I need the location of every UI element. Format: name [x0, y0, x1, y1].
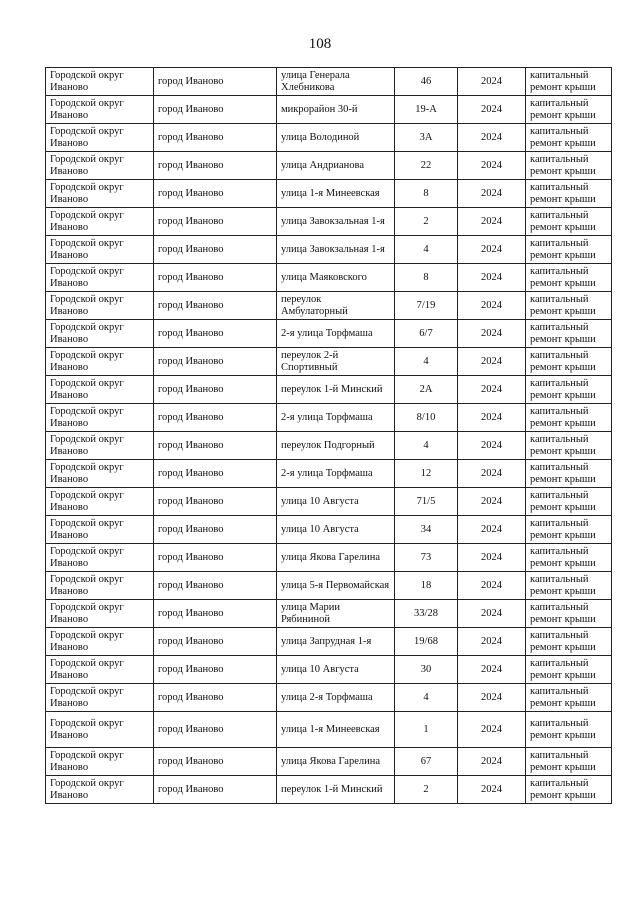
cell-house-number: 73	[395, 544, 458, 572]
cell-house-number: 46	[395, 68, 458, 96]
table-row	[46, 748, 612, 776]
cell-work-type: капитальный ремонт крыши	[526, 572, 612, 600]
cell-year: 2024	[458, 320, 526, 348]
cell-house-number: 18	[395, 572, 458, 600]
cell-okrug: Городской округ Иваново	[46, 628, 154, 656]
cell-city: город Иваново	[154, 628, 277, 656]
cell-year: 2024	[458, 516, 526, 544]
cell-street: улица Завокзальная 1-я	[277, 236, 395, 264]
cell-house-number: 4	[395, 236, 458, 264]
cell-street: улица 5-я Первомайская	[277, 572, 395, 600]
cell-city: город Иваново	[154, 432, 277, 460]
cell-house-number: 7/19	[395, 292, 458, 320]
cell-street: переулок 1-й Минский	[277, 376, 395, 404]
table-row	[46, 124, 612, 152]
cell-street: микрорайон 30-й	[277, 96, 395, 124]
table-row	[46, 264, 612, 292]
cell-house-number: 6/7	[395, 320, 458, 348]
cell-city: город Иваново	[154, 544, 277, 572]
cell-city: город Иваново	[154, 376, 277, 404]
cell-work-type: капитальный ремонт крыши	[526, 292, 612, 320]
table-row	[46, 96, 612, 124]
cell-okrug: Городской округ Иваново	[46, 776, 154, 804]
cell-street: улица 1-я Минеевская	[277, 712, 395, 748]
cell-city: город Иваново	[154, 488, 277, 516]
cell-year: 2024	[458, 180, 526, 208]
table-row	[46, 320, 612, 348]
cell-work-type: капитальный ремонт крыши	[526, 68, 612, 96]
cell-okrug: Городской округ Иваново	[46, 208, 154, 236]
cell-city: город Иваново	[154, 348, 277, 376]
cell-city: город Иваново	[154, 460, 277, 488]
cell-work-type: капитальный ремонт крыши	[526, 712, 612, 748]
cell-work-type: капитальный ремонт крыши	[526, 600, 612, 628]
cell-work-type: капитальный ремонт крыши	[526, 460, 612, 488]
cell-street: улица Маяковского	[277, 264, 395, 292]
cell-street: улица Завокзальная 1-я	[277, 208, 395, 236]
cell-street: переулок Подгорный	[277, 432, 395, 460]
cell-house-number: 22	[395, 152, 458, 180]
cell-year: 2024	[458, 432, 526, 460]
cell-okrug: Городской округ Иваново	[46, 684, 154, 712]
table-row	[46, 684, 612, 712]
cell-street: переулок Амбулаторный	[277, 292, 395, 320]
cell-city: город Иваново	[154, 236, 277, 264]
cell-house-number: 19-А	[395, 96, 458, 124]
cell-year: 2024	[458, 236, 526, 264]
table-row	[46, 544, 612, 572]
cell-okrug: Городской округ Иваново	[46, 488, 154, 516]
cell-work-type: капитальный ремонт крыши	[526, 124, 612, 152]
cell-house-number: 2А	[395, 376, 458, 404]
cell-street: 2-я улица Торфмаша	[277, 404, 395, 432]
cell-city: город Иваново	[154, 152, 277, 180]
cell-okrug: Городской округ Иваново	[46, 432, 154, 460]
cell-work-type: капитальный ремонт крыши	[526, 404, 612, 432]
cell-year: 2024	[458, 292, 526, 320]
cell-city: город Иваново	[154, 656, 277, 684]
cell-city: город Иваново	[154, 776, 277, 804]
cell-year: 2024	[458, 628, 526, 656]
cell-house-number: 12	[395, 460, 458, 488]
cell-work-type: капитальный ремонт крыши	[526, 348, 612, 376]
cell-house-number: 71/5	[395, 488, 458, 516]
cell-street: улица Марии Рябининой	[277, 600, 395, 628]
cell-house-number: 8	[395, 264, 458, 292]
cell-house-number: 3А	[395, 124, 458, 152]
cell-okrug: Городской округ Иваново	[46, 264, 154, 292]
table-row	[46, 600, 612, 628]
table-row	[46, 404, 612, 432]
cell-city: город Иваново	[154, 96, 277, 124]
table-row	[46, 152, 612, 180]
cell-year: 2024	[458, 460, 526, 488]
cell-okrug: Городской округ Иваново	[46, 320, 154, 348]
cell-okrug: Городской округ Иваново	[46, 404, 154, 432]
cell-street: улица 2-я Торфмаша	[277, 684, 395, 712]
table-row	[46, 656, 612, 684]
cell-year: 2024	[458, 208, 526, 236]
cell-street: переулок 2-й Спортивный	[277, 348, 395, 376]
cell-house-number: 4	[395, 432, 458, 460]
cell-okrug: Городской округ Иваново	[46, 600, 154, 628]
cell-work-type: капитальный ремонт крыши	[526, 432, 612, 460]
roof-repair-table	[45, 67, 612, 804]
cell-house-number: 4	[395, 348, 458, 376]
cell-year: 2024	[458, 124, 526, 152]
cell-year: 2024	[458, 68, 526, 96]
cell-city: город Иваново	[154, 748, 277, 776]
cell-city: город Иваново	[154, 180, 277, 208]
table-row	[46, 712, 612, 748]
cell-work-type: капитальный ремонт крыши	[526, 488, 612, 516]
cell-work-type: капитальный ремонт крыши	[526, 748, 612, 776]
cell-house-number: 33/28	[395, 600, 458, 628]
cell-okrug: Городской округ Иваново	[46, 712, 154, 748]
cell-year: 2024	[458, 96, 526, 124]
cell-street: 2-я улица Торфмаша	[277, 320, 395, 348]
cell-okrug: Городской округ Иваново	[46, 180, 154, 208]
cell-work-type: капитальный ремонт крыши	[526, 264, 612, 292]
cell-house-number: 2	[395, 776, 458, 804]
cell-house-number: 19/68	[395, 628, 458, 656]
table-row	[46, 348, 612, 376]
cell-okrug: Городской округ Иваново	[46, 68, 154, 96]
cell-city: город Иваново	[154, 124, 277, 152]
table-row	[46, 488, 612, 516]
cell-house-number: 34	[395, 516, 458, 544]
cell-work-type: капитальный ремонт крыши	[526, 684, 612, 712]
cell-city: город Иваново	[154, 264, 277, 292]
table-row	[46, 180, 612, 208]
cell-year: 2024	[458, 776, 526, 804]
cell-year: 2024	[458, 600, 526, 628]
cell-street: улица 1-я Минеевская	[277, 180, 395, 208]
cell-okrug: Городской округ Иваново	[46, 152, 154, 180]
cell-okrug: Городской округ Иваново	[46, 236, 154, 264]
cell-year: 2024	[458, 712, 526, 748]
cell-city: город Иваново	[154, 292, 277, 320]
table-row	[46, 68, 612, 96]
cell-okrug: Городской округ Иваново	[46, 348, 154, 376]
cell-city: город Иваново	[154, 320, 277, 348]
cell-street: улица Якова Гарелина	[277, 748, 395, 776]
cell-house-number: 8	[395, 180, 458, 208]
cell-okrug: Городской округ Иваново	[46, 656, 154, 684]
table-row	[46, 208, 612, 236]
cell-city: город Иваново	[154, 712, 277, 748]
cell-work-type: капитальный ремонт крыши	[526, 236, 612, 264]
cell-okrug: Городской округ Иваново	[46, 572, 154, 600]
cell-year: 2024	[458, 748, 526, 776]
cell-year: 2024	[458, 348, 526, 376]
cell-city: город Иваново	[154, 572, 277, 600]
cell-work-type: капитальный ремонт крыши	[526, 776, 612, 804]
cell-year: 2024	[458, 656, 526, 684]
table-row	[46, 236, 612, 264]
cell-house-number: 67	[395, 748, 458, 776]
cell-city: город Иваново	[154, 404, 277, 432]
cell-street: улица 10 Августа	[277, 516, 395, 544]
cell-okrug: Городской округ Иваново	[46, 544, 154, 572]
cell-street: 2-я улица Торфмаша	[277, 460, 395, 488]
cell-work-type: капитальный ремонт крыши	[526, 516, 612, 544]
cell-year: 2024	[458, 404, 526, 432]
cell-street: улица 10 Августа	[277, 656, 395, 684]
cell-year: 2024	[458, 572, 526, 600]
cell-okrug: Городской округ Иваново	[46, 748, 154, 776]
cell-house-number: 30	[395, 656, 458, 684]
cell-street: улица Володиной	[277, 124, 395, 152]
cell-city: город Иваново	[154, 600, 277, 628]
cell-work-type: капитальный ремонт крыши	[526, 180, 612, 208]
cell-year: 2024	[458, 488, 526, 516]
cell-okrug: Городской округ Иваново	[46, 96, 154, 124]
cell-okrug: Городской округ Иваново	[46, 460, 154, 488]
page-number: 108	[308, 36, 332, 52]
cell-city: город Иваново	[154, 516, 277, 544]
table-row	[46, 292, 612, 320]
cell-work-type: капитальный ремонт крыши	[526, 376, 612, 404]
table-row	[46, 572, 612, 600]
cell-work-type: капитальный ремонт крыши	[526, 208, 612, 236]
cell-street: улица Андрианова	[277, 152, 395, 180]
cell-city: город Иваново	[154, 684, 277, 712]
cell-house-number: 8/10	[395, 404, 458, 432]
cell-work-type: капитальный ремонт крыши	[526, 628, 612, 656]
cell-work-type: капитальный ремонт крыши	[526, 152, 612, 180]
cell-year: 2024	[458, 684, 526, 712]
table-row	[46, 776, 612, 804]
table-row	[46, 460, 612, 488]
cell-city: город Иваново	[154, 68, 277, 96]
table-row	[46, 516, 612, 544]
table-row	[46, 628, 612, 656]
cell-okrug: Городской округ Иваново	[46, 516, 154, 544]
cell-work-type: капитальный ремонт крыши	[526, 656, 612, 684]
cell-year: 2024	[458, 152, 526, 180]
cell-house-number: 1	[395, 712, 458, 748]
cell-year: 2024	[458, 376, 526, 404]
cell-city: город Иваново	[154, 208, 277, 236]
cell-street: улица Запрудная 1-я	[277, 628, 395, 656]
cell-street: улица Генерала Хлебникова	[277, 68, 395, 96]
cell-work-type: капитальный ремонт крыши	[526, 320, 612, 348]
cell-okrug: Городской округ Иваново	[46, 292, 154, 320]
cell-street: улица 10 Августа	[277, 488, 395, 516]
table-body	[46, 68, 612, 804]
table-row	[46, 376, 612, 404]
cell-year: 2024	[458, 264, 526, 292]
cell-house-number: 4	[395, 684, 458, 712]
cell-street: переулок 1-й Минский	[277, 776, 395, 804]
table-row	[46, 432, 612, 460]
cell-house-number: 2	[395, 208, 458, 236]
cell-street: улица Якова Гарелина	[277, 544, 395, 572]
cell-okrug: Городской округ Иваново	[46, 124, 154, 152]
cell-year: 2024	[458, 544, 526, 572]
cell-okrug: Городской округ Иваново	[46, 376, 154, 404]
cell-work-type: капитальный ремонт крыши	[526, 544, 612, 572]
cell-work-type: капитальный ремонт крыши	[526, 96, 612, 124]
